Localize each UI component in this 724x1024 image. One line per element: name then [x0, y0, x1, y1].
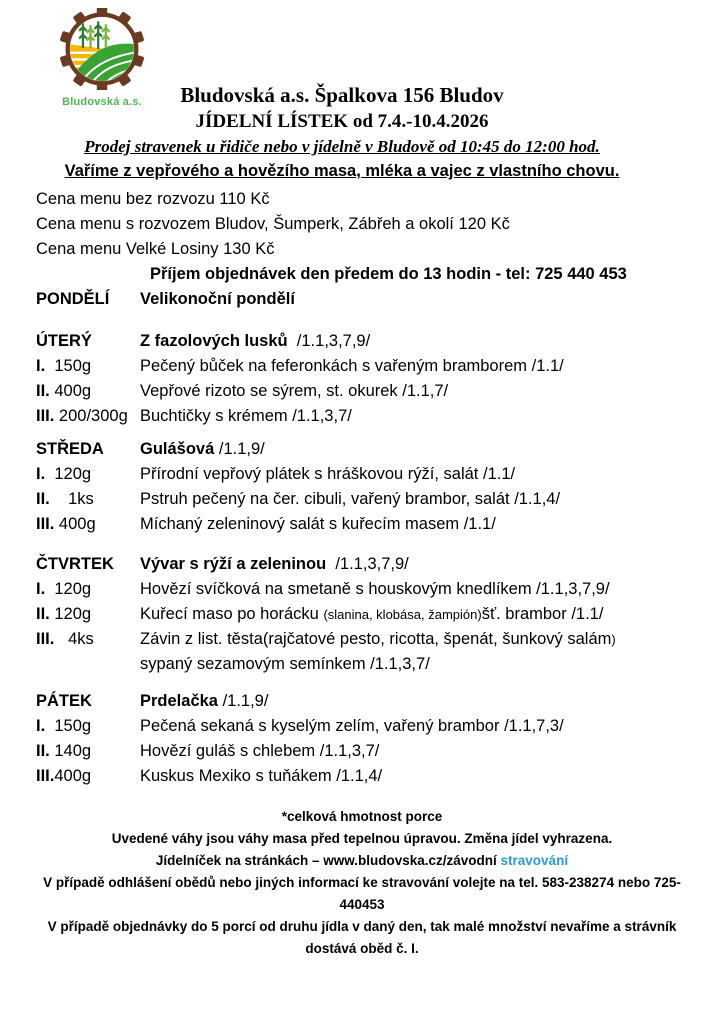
- day-name: PÁTEK: [36, 692, 92, 710]
- item-prefix: [36, 512, 140, 537]
- item-text-main: Kuřecí maso po horácku: [140, 605, 324, 623]
- footer-note-min-order-line1: V případě objednávky do 5 porcí od druhu jídla v daný den, tak malé množství nevaříme a strávník: [47, 919, 677, 934]
- soup-allergens: /1.1,3,7,9/: [287, 332, 371, 350]
- item-qty: 400g: [49, 382, 92, 400]
- menu-item-row: [36, 512, 710, 537]
- item-text-main: Závin z list. těsta(rajčatové pesto, ricotta, špenát, šunkový salám: [140, 630, 612, 648]
- item-qty: 4ks: [54, 630, 94, 648]
- item-text-line2: sypaný sezamovým semínkem /1.1,3,7/: [140, 655, 430, 673]
- footer-website-text: Jídelníček na stránkách – www.bludovska.cz/závodní: [155, 853, 501, 868]
- day-header-row: [36, 437, 710, 462]
- menu-item-row: [36, 714, 710, 739]
- day-name: STŘEDA: [36, 440, 104, 458]
- item-number: II.: [36, 490, 50, 508]
- soup-name: Vývar s rýží a zeleninou: [140, 555, 327, 573]
- day-soup: [140, 437, 710, 462]
- item-prefix: [36, 379, 140, 404]
- day-section-utery: [36, 329, 710, 429]
- menu-item-row: [36, 354, 710, 379]
- menu-item-row: [36, 404, 710, 429]
- item-number: I.: [36, 580, 46, 598]
- menu-item-row: [36, 627, 710, 652]
- menu-content: [36, 187, 710, 789]
- item-text-rest: šť. brambor /1.1/: [481, 605, 604, 623]
- item-qty: 120g: [49, 605, 92, 623]
- item-text: Buchtičky s krémem /1.1,3,7/: [140, 407, 352, 425]
- price-line-velke-losiny: Cena menu Velké Losiny 130 Kč: [36, 240, 275, 258]
- item-prefix: [36, 577, 140, 602]
- item-text: [140, 602, 710, 627]
- day-soup: [140, 287, 710, 312]
- company-logo-label: Bludovská a.s.: [62, 96, 142, 108]
- day-name: PONDĚLÍ: [36, 290, 110, 308]
- item-number: II.: [36, 742, 50, 760]
- footer-note-min-order-line2: dostává oběd č. I.: [305, 941, 419, 956]
- item-number: III.: [36, 515, 55, 533]
- day-header-row: [36, 287, 710, 312]
- item-text: Pstruh pečený na čer. cibuli, vařený brambor, salát /1.1,4/: [140, 490, 561, 508]
- item-text: Hovězí guláš s chlebem /1.1,3,7/: [140, 742, 380, 760]
- day-soup: [140, 689, 710, 714]
- item-text: Míchaný zeleninový salát s kuřecím masem /1.1/: [140, 515, 496, 533]
- item-qty: 200/300g: [54, 407, 128, 425]
- day-name: ÚTERÝ: [36, 332, 92, 350]
- sale-notice: Prodej stravenek u řidiče nebo v jídelně v Bludově od 10:45 do 12:00 hod.: [84, 137, 600, 156]
- day-section-patek: [36, 689, 710, 789]
- day-header-row: [36, 329, 710, 354]
- cooking-notice: Vaříme z vepřového a hovězího masa, mléka a vajec z vlastního chovu.: [64, 162, 620, 180]
- item-prefix: [36, 739, 140, 764]
- item-qty: 120g: [45, 465, 92, 483]
- soup-allergens: /1.1,3,7,9/: [326, 555, 409, 573]
- item-number: I.: [36, 717, 46, 735]
- item-text-detail: (slanina, klobása, žampión): [323, 607, 482, 622]
- menu-item-row: [36, 487, 710, 512]
- item-qty: 400g: [54, 767, 92, 785]
- soup-name: Velikonoční pondělí: [140, 290, 295, 308]
- day-header-row: [36, 552, 710, 577]
- day-section-ctvrtek: [36, 552, 710, 677]
- footer-note-phone-line2: 440453: [339, 897, 385, 912]
- company-logo-icon: [54, 8, 150, 90]
- item-text: Přírodní vepřový plátek s hráškovou rýží, salát /1.1/: [140, 465, 516, 483]
- item-prefix-empty: [36, 652, 140, 677]
- item-number: II.: [36, 605, 50, 623]
- menu-item-continuation-row: [36, 652, 710, 677]
- menu-item-row: [36, 462, 710, 487]
- page-title: Bludovská a.s. Špalkova 156 Bludov: [180, 83, 504, 107]
- item-text: Vepřové rizoto se sýrem, st. okurek /1.1,7/: [140, 382, 449, 400]
- item-qty: 150g: [45, 717, 92, 735]
- footer-note-weights: Uvedené váhy jsou váhy masa před tepelnou úpravou. Změna jídel vyhrazena.: [111, 831, 613, 846]
- day-section-pondeli: [36, 287, 710, 312]
- item-text: Pečená sekaná s kyselým zelím, vařený brambor /1.1,7,3/: [140, 717, 564, 735]
- menu-item-row: [36, 379, 710, 404]
- item-number: III.: [36, 630, 55, 648]
- orders-phone-line: Příjem objednávek den předem do 13 hodin - tel: 725 440 453: [150, 265, 627, 283]
- item-qty: 150g: [45, 357, 92, 375]
- price-line-delivery: Cena menu s rozvozem Bludov, Šumperk, Zábřeh a okolí 120 Kč: [36, 215, 510, 233]
- item-prefix: [36, 462, 140, 487]
- soup-allergens: /1.1,9/: [214, 440, 265, 458]
- item-prefix: [36, 714, 140, 739]
- item-number: III.: [36, 767, 55, 785]
- item-prefix: [36, 764, 140, 789]
- item-number: II.: [36, 382, 50, 400]
- item-text-detail: ): [611, 632, 616, 647]
- page-subtitle: JÍDELNÍ LÍSTEK od 7.4.-10.4.2026: [195, 111, 489, 132]
- day-section-streda: [36, 437, 710, 537]
- menu-item-row: [36, 739, 710, 764]
- item-qty: 140g: [49, 742, 92, 760]
- item-text: Pečený bůček na feferonkách s vařeným bramborem /1.1/: [140, 357, 564, 375]
- item-prefix: [36, 404, 140, 429]
- menu-item-row: [36, 577, 710, 602]
- soup-allergens: /1.1,9/: [217, 692, 269, 710]
- footer-note-total-weight: *celková hmotnost porce: [281, 809, 443, 824]
- item-qty: 400g: [54, 515, 96, 533]
- item-text: Kuskus Mexiko s tuňákem /1.1,4/: [140, 767, 383, 785]
- day-name: ČTVRTEK: [36, 555, 114, 573]
- day-soup: [140, 552, 710, 577]
- stravovani-link[interactable]: stravování: [500, 853, 569, 868]
- item-prefix: [36, 354, 140, 379]
- menu-item-row: [36, 602, 710, 627]
- item-number: I.: [36, 357, 46, 375]
- soup-name: Gulášová: [140, 440, 215, 458]
- document-header: [30, 82, 654, 184]
- day-soup: [140, 329, 710, 354]
- day-header-row: [36, 689, 710, 714]
- item-qty: 120g: [45, 580, 92, 598]
- item-text: [140, 627, 710, 652]
- soup-name: Z fazolových lusků: [140, 332, 288, 350]
- item-qty: 1ks: [49, 490, 94, 508]
- item-number: III.: [36, 407, 55, 425]
- menu-item-row: [36, 764, 710, 789]
- soup-name: Prdelačka: [140, 692, 218, 710]
- item-text: Hovězí svíčková na smetaně s houskovým knedlíkem /1.1,3,7,9/: [140, 580, 610, 598]
- price-line-no-delivery: Cena menu bez rozvozu 110 Kč: [36, 190, 270, 208]
- item-prefix: [36, 487, 140, 512]
- footer-note-website: [12, 850, 712, 872]
- footer-note-phone-line1: V případě odhlášení obědů nebo jiných informací ke stravování volejte na tel. 583-238274 nebo 725-: [43, 875, 681, 890]
- item-prefix: [36, 602, 140, 627]
- item-number: I.: [36, 465, 46, 483]
- item-prefix: [36, 627, 140, 652]
- footer-notes: [12, 806, 712, 960]
